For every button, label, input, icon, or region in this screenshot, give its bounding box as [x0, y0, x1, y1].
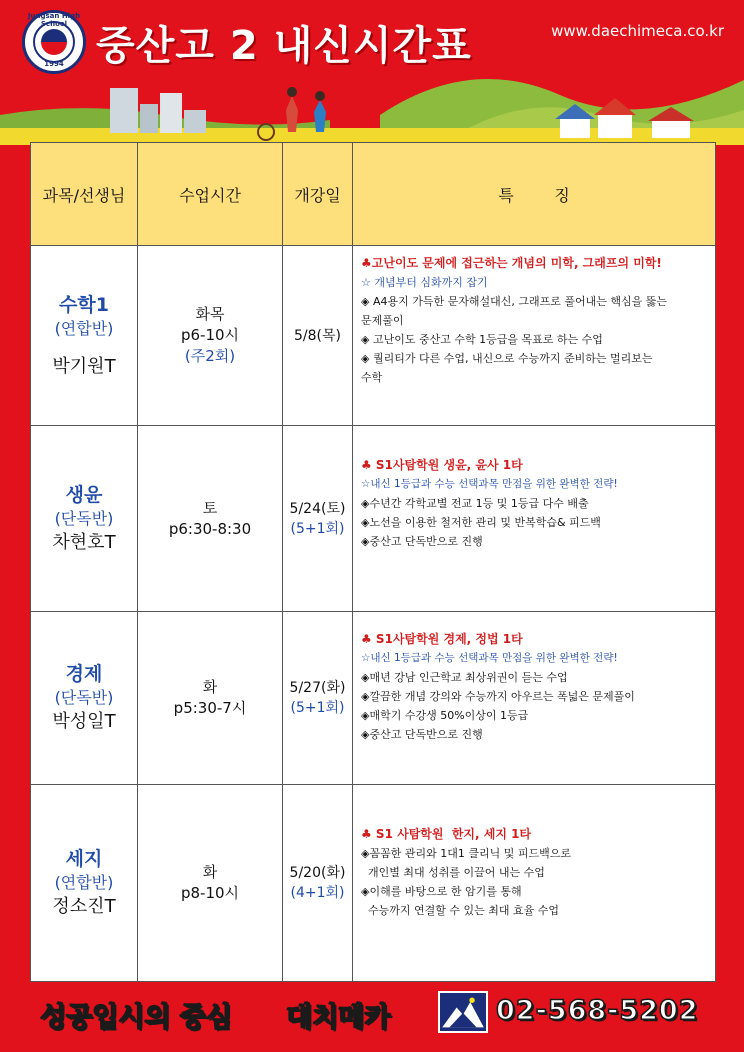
- class-frequency: (주2회): [184, 347, 236, 366]
- feature-line: 수능까지 연결할 수 있는 최대 효율 수업: [361, 903, 559, 917]
- feature-line: ◈노선을 이용한 철저한 관리 및 반복학습& 피드백: [361, 516, 601, 530]
- feature-line: ◈깔끔한 개념 강의와 수능까지 아우르는 폭넓은 문제풀이: [361, 690, 635, 704]
- header-features: 특 징: [353, 143, 716, 246]
- table-row: [31, 426, 716, 612]
- time-cell: [138, 246, 283, 426]
- person-head: [315, 91, 325, 101]
- table-row: [31, 612, 716, 784]
- class-days: 토: [202, 498, 218, 517]
- class-hours: p5:30-7시: [173, 699, 247, 718]
- table-header-row: [31, 143, 716, 246]
- features-cell: [353, 246, 716, 426]
- feature-headline: ♣ S1사탐학원 경제, 정법 1타: [361, 632, 523, 647]
- header-start-date: 개강일: [283, 143, 353, 246]
- class-hours: p6:30-8:30: [168, 519, 252, 538]
- teacher-name: 차현호T: [52, 531, 116, 553]
- house-icon: [652, 120, 690, 138]
- school-logo-ring-text: Jungsan High School: [27, 12, 81, 28]
- session-count: (4+1회): [290, 884, 345, 901]
- start-date-cell: [283, 246, 353, 426]
- session-count: (5+1회): [290, 520, 345, 537]
- features-cell: [353, 784, 716, 981]
- feature-line: ◈이해를 바탕으로 한 암기를 통해: [361, 884, 522, 898]
- subject-name: 수학1: [59, 293, 109, 316]
- house-icon: [560, 118, 590, 138]
- mountain-logo-icon: [438, 991, 488, 1033]
- person-icon: [314, 100, 326, 132]
- feature-line: ◈중산고 단독반으로 진행: [361, 728, 483, 742]
- feature-line: ◈꼼꼼한 관리와 1대1 클리닉 및 피드백으로: [361, 846, 571, 860]
- subject-cell: [31, 784, 138, 981]
- class-type: (단독반): [54, 508, 114, 528]
- house-roof: [594, 98, 636, 115]
- feature-headline: ♣ S1 사탐학원 한지, 세지 1타: [361, 826, 532, 841]
- start-date: 5/20(화): [289, 864, 346, 881]
- house-icon: [598, 114, 632, 138]
- class-days: 화: [202, 862, 218, 881]
- class-days: 화목: [195, 305, 225, 324]
- subject-cell: [31, 246, 138, 426]
- person-icon: [286, 96, 298, 132]
- brand-name: 대치메카: [286, 1002, 391, 1033]
- feature-line: ◈수년간 각학교별 전교 1등 및 1등급 다수 배출: [361, 497, 589, 511]
- feature-headline: ♣고난이도 문제에 접근하는 개념의 미학, 그래프의 미학!: [361, 256, 662, 270]
- schedule-table: [30, 142, 715, 982]
- header-subject-teacher: 과목/선생님: [31, 143, 138, 246]
- subject-name: 생윤: [65, 483, 103, 506]
- time-cell: [138, 612, 283, 784]
- feature-subline: ☆내신 1등급과 수능 선택과목 만점을 위한 완벽한 전략!: [361, 652, 618, 665]
- feature-subline: ☆ 개념부터 심화까지 잡기: [361, 276, 488, 289]
- time-cell: [138, 426, 283, 612]
- class-hours: p6-10시: [180, 326, 240, 345]
- school-emblem-icon: [41, 29, 67, 55]
- feature-line: 문제풀이: [361, 314, 404, 327]
- person-head: [287, 87, 297, 97]
- header: [0, 0, 744, 145]
- feature-line: 수학: [361, 371, 383, 384]
- feature-line: ◈매년 강남 인근학교 최상위권이 듣는 수업: [361, 671, 568, 685]
- class-type: (연합반): [54, 318, 114, 338]
- header-class-time: 수업시간: [138, 143, 283, 246]
- building-icon: [110, 88, 138, 133]
- time-cell: [138, 784, 283, 981]
- feature-line: 개인별 최대 성취를 이끌어 내는 수업: [361, 865, 545, 879]
- class-type: (단독반): [54, 688, 114, 708]
- subject-name: 경제: [65, 663, 103, 686]
- table-row: [31, 784, 716, 981]
- subject-cell: [31, 426, 138, 612]
- phone-number[interactable]: 02-568-5202: [496, 995, 699, 1026]
- building-icon: [184, 110, 206, 133]
- subject-cell: [31, 612, 138, 784]
- session-count: (5+1회): [290, 700, 345, 717]
- building-icon: [140, 104, 158, 133]
- site-url[interactable]: www.daechimeca.co.kr: [551, 22, 724, 40]
- start-date: 5/27(화): [289, 680, 346, 697]
- feature-subline: ☆내신 1등급과 수능 선택과목 만점을 위한 완벽한 전략!: [361, 478, 618, 491]
- footer: [0, 985, 744, 1052]
- class-hours: p8-10시: [180, 883, 240, 902]
- feature-line: ◈중산고 단독반으로 진행: [361, 535, 483, 549]
- table-row: [31, 246, 716, 426]
- features-cell: [353, 612, 716, 784]
- start-date-cell: [283, 784, 353, 981]
- start-date-cell: [283, 612, 353, 784]
- footer-slogan: 성공입시의 중심: [40, 1002, 232, 1033]
- class-days: 화: [202, 678, 218, 697]
- teacher-name: 박기원T: [52, 355, 116, 377]
- teacher-name: 정소진T: [52, 895, 116, 917]
- subject-name: 세지: [65, 847, 103, 870]
- feature-line: ◈ A4용지 가득한 문자해설대신, 그래프로 풀어내는 핵심을 뚫는: [361, 295, 667, 308]
- start-date-cell: [283, 426, 353, 612]
- building-icon: [160, 93, 182, 133]
- feature-headline: ♣ S1사탐학원 생윤, 윤사 1타: [361, 458, 523, 473]
- start-date: 5/8(목): [294, 327, 341, 344]
- page-title: 중산고 2 내신시간표: [96, 23, 472, 69]
- teacher-name: 박성일T: [52, 711, 116, 733]
- feature-line: ◈ 퀄리티가 다른 수업, 내신으로 수능까지 준비하는 멀리보는: [361, 352, 653, 365]
- feature-line: ◈매학기 수강생 50%이상이 1등급: [361, 709, 529, 723]
- landscape-illustration: [0, 60, 744, 145]
- start-date: 5/24(토): [289, 500, 346, 517]
- feature-line: ◈ 고난이도 중산고 수학 1등급을 목표로 하는 수업: [361, 333, 603, 346]
- features-cell: [353, 426, 716, 612]
- school-logo-year: 1994: [44, 60, 64, 68]
- class-type: (연합반): [54, 872, 114, 892]
